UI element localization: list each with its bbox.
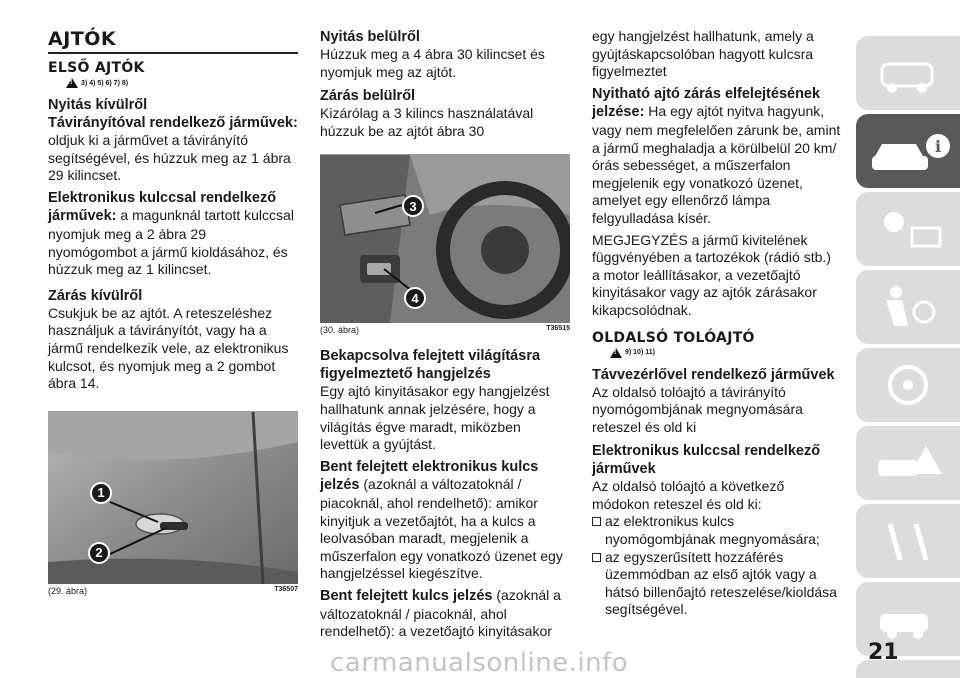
- tab-warning-lights[interactable]: [856, 192, 960, 266]
- list-item: [592, 549, 842, 619]
- heading-electronic-vehicles: Elektronikus kulccsal rendelkező járművek: [592, 443, 821, 478]
- section-title-wrap: [48, 28, 298, 54]
- figure-29-image: [48, 412, 298, 584]
- list-item: [592, 513, 842, 548]
- figure-29-code: T36507: [274, 585, 298, 593]
- tab-car-info[interactable]: [856, 114, 960, 188]
- para-close-outside: Csukjuk be az ajtót. A reteszeléshez használjuk a távirányítót, vagy ha a jármű rendelkezik vele, az elektronikus kulcsot, és nyomjuk meg a 2 gombot ábra 14.: [48, 304, 289, 392]
- heading-open-outside: Nyitás kívülről: [48, 97, 148, 113]
- para-door-open-warning: [592, 85, 842, 228]
- para-remote-vehicles: Az oldalsó tolóajtó a távirányító nyomógombjának megnyomására reteszel és old ki: [592, 383, 803, 435]
- tab-emergency[interactable]: [856, 426, 960, 500]
- callout-2: 2: [88, 542, 110, 564]
- steering-wheel-icon: [856, 348, 960, 422]
- callout-4: 4: [404, 287, 426, 309]
- warning-icon: [610, 348, 622, 358]
- tab-safety[interactable]: [856, 270, 960, 344]
- column-3: [592, 22, 842, 619]
- para-key-left-electronic: [320, 458, 570, 583]
- tab-driving[interactable]: [856, 348, 960, 422]
- car-info-icon: [856, 114, 960, 188]
- column-1: [48, 22, 298, 596]
- checkbox-bullet-icon: [592, 517, 601, 526]
- lead-key-left-electronic: Bent felejtett elektronikus kulcs jelzés: [320, 458, 539, 494]
- car-dashboard-icon: [856, 36, 960, 110]
- warning-numbers: 3) 4) 5) 6) 7) 8): [81, 79, 129, 87]
- svg-text:i: i: [935, 137, 942, 156]
- para-lights-warning: Egy ajtó kinyitásakor egy hangjelzést hallhatunk annak jelzésére, hogy a világítás égve maradt, miközben levettük a gyújtást.: [320, 383, 550, 453]
- list-item-text: az elektronikus kulcs nyomógombjának megnyomására;: [605, 513, 820, 548]
- body-remote: oldjuk ki a járművet a távirányító segítségével, és húzzuk meg az 1 ábra 29 kilincset.: [48, 132, 291, 184]
- lead-remote: Távirányítóval rendelkező járművek:: [48, 115, 298, 131]
- watermark: carmanualsonline.info: [330, 648, 629, 678]
- chapter-sidebar: [856, 36, 960, 678]
- para-key-left: [320, 587, 570, 641]
- para-open-inside: Húzzuk meg a 4 ábra 30 kilincset és nyomjuk meg az ajtót.: [320, 46, 545, 80]
- lead-electronic-key: Elektronikus kulccsal rendelkező járművek:: [48, 189, 277, 225]
- figure-30-caption: [320, 325, 570, 335]
- figure-30-image: [320, 155, 570, 323]
- warning-numbers-sliding: 9) 10) 11): [625, 349, 655, 356]
- para-remote: [48, 114, 298, 185]
- figure-30-label: (30. ábra): [320, 325, 360, 336]
- heading-close-inside: Zárás belülről: [320, 88, 416, 105]
- body-key-left: (azoknál a változatoknál / piacoknál, ahol rendelhető): a vezetőajtó kinyitásakor: [320, 586, 561, 640]
- figure-30-code: T36515: [546, 325, 570, 333]
- para-close-inside: Kizárólag a 3 kilincs használatával húzzuk be az ajtót ábra 30: [320, 105, 534, 139]
- lead-key-left: Bent felejtett kulcs jelzés: [320, 587, 493, 604]
- figure-29-caption: [48, 586, 298, 596]
- para-note: MEGJEGYZÉS a jármű kivitelének függvényében a tartozékok (rádió stb.) a motor leállításakor, a vezetőajtó kinyitásakor vagy az ajtók zárásakor kikapcsolódnak.: [592, 231, 831, 318]
- tab-maintenance[interactable]: [856, 504, 960, 578]
- column-2: [320, 22, 570, 641]
- para-electronic-vehicles: Az oldalsó tolóajtó a következő módokon reteszel és old ki:: [592, 478, 785, 512]
- heading-remote-vehicles: Távvezérlővel rendelkező járművek: [592, 366, 835, 383]
- tab-dashboard[interactable]: [856, 36, 960, 110]
- heading-close-outside: Zárás kívülről: [48, 287, 143, 304]
- page-number: 21: [868, 640, 899, 665]
- lead-door-open-warning: Nyitható ajtó zárás elfelejtésének jelzése:: [592, 85, 821, 121]
- heading-lights-warning: Bekapcsolva felejtett világításra figyelmeztető hangjelzés: [320, 348, 541, 383]
- interior-door-illustration: [320, 155, 570, 323]
- figure-30: [320, 154, 570, 335]
- warning-lights-icon: [856, 192, 960, 266]
- warning-refs: [66, 78, 298, 88]
- body-electronic-key: a magunknál tartott kulccsal nyomjuk meg a 2 ábra 29 nyomógombot a jármű kioldásához, és húzzuk meg az 1 kilincset.: [48, 207, 294, 278]
- airbag-seat-icon: [856, 270, 960, 344]
- heading-open-inside: Nyitás belülről: [320, 29, 420, 45]
- subsection-sliding-door: OLDALSÓ TOLÓAJTÓ: [592, 329, 755, 346]
- para-electronic-key: [48, 189, 298, 279]
- callout-1: 1: [90, 482, 112, 504]
- body-door-open-warning: Ha egy ajtót nyitva hagyunk, vagy nem megfelelően zárunk be, amint a jármű meghaladja a körülbelül 20 km/órás sebességet, a műszerfalon megjelenik egy vonatkozó üzenet, amelyet egy ellenőrző lámpa felgyulladása kísér.: [592, 103, 841, 226]
- body-key-left-electronic: (azoknál a változatoknál / piacoknál, ahol rendelhető): amikor kinyitjuk a vezetőajtót, ha a kulcs a leolvasóban maradt, megjelenik a műszerfalon egy vonatkozó üzenet egy hangjelzéssel kiegészítve.: [320, 476, 563, 582]
- car-warning-icon: [856, 426, 960, 500]
- warning-refs-sliding: [610, 348, 842, 358]
- section-title: AJTÓK: [48, 28, 117, 50]
- figure-29: [48, 411, 298, 596]
- list-item-text: az egyszerűsített hozzáférés üzemmódban az első ajtók vagy a hátsó billenőajtó reteszelése/kioldása segítségével.: [605, 548, 837, 618]
- figure-29-label: (29. ábra): [48, 585, 88, 596]
- para-key-continuation: egy hangjelzést hallhatunk, amely a gyújtáskapcsolóban hagyott kulcsra figyelmeztet: [592, 28, 814, 80]
- warning-icon: [66, 78, 78, 88]
- tools-icon: [856, 504, 960, 578]
- door-handle-illustration: [48, 412, 298, 584]
- callout-3: 3: [402, 195, 424, 217]
- checkbox-bullet-icon: [592, 553, 601, 562]
- subsection-title: ELSŐ AJTÓK: [48, 60, 145, 76]
